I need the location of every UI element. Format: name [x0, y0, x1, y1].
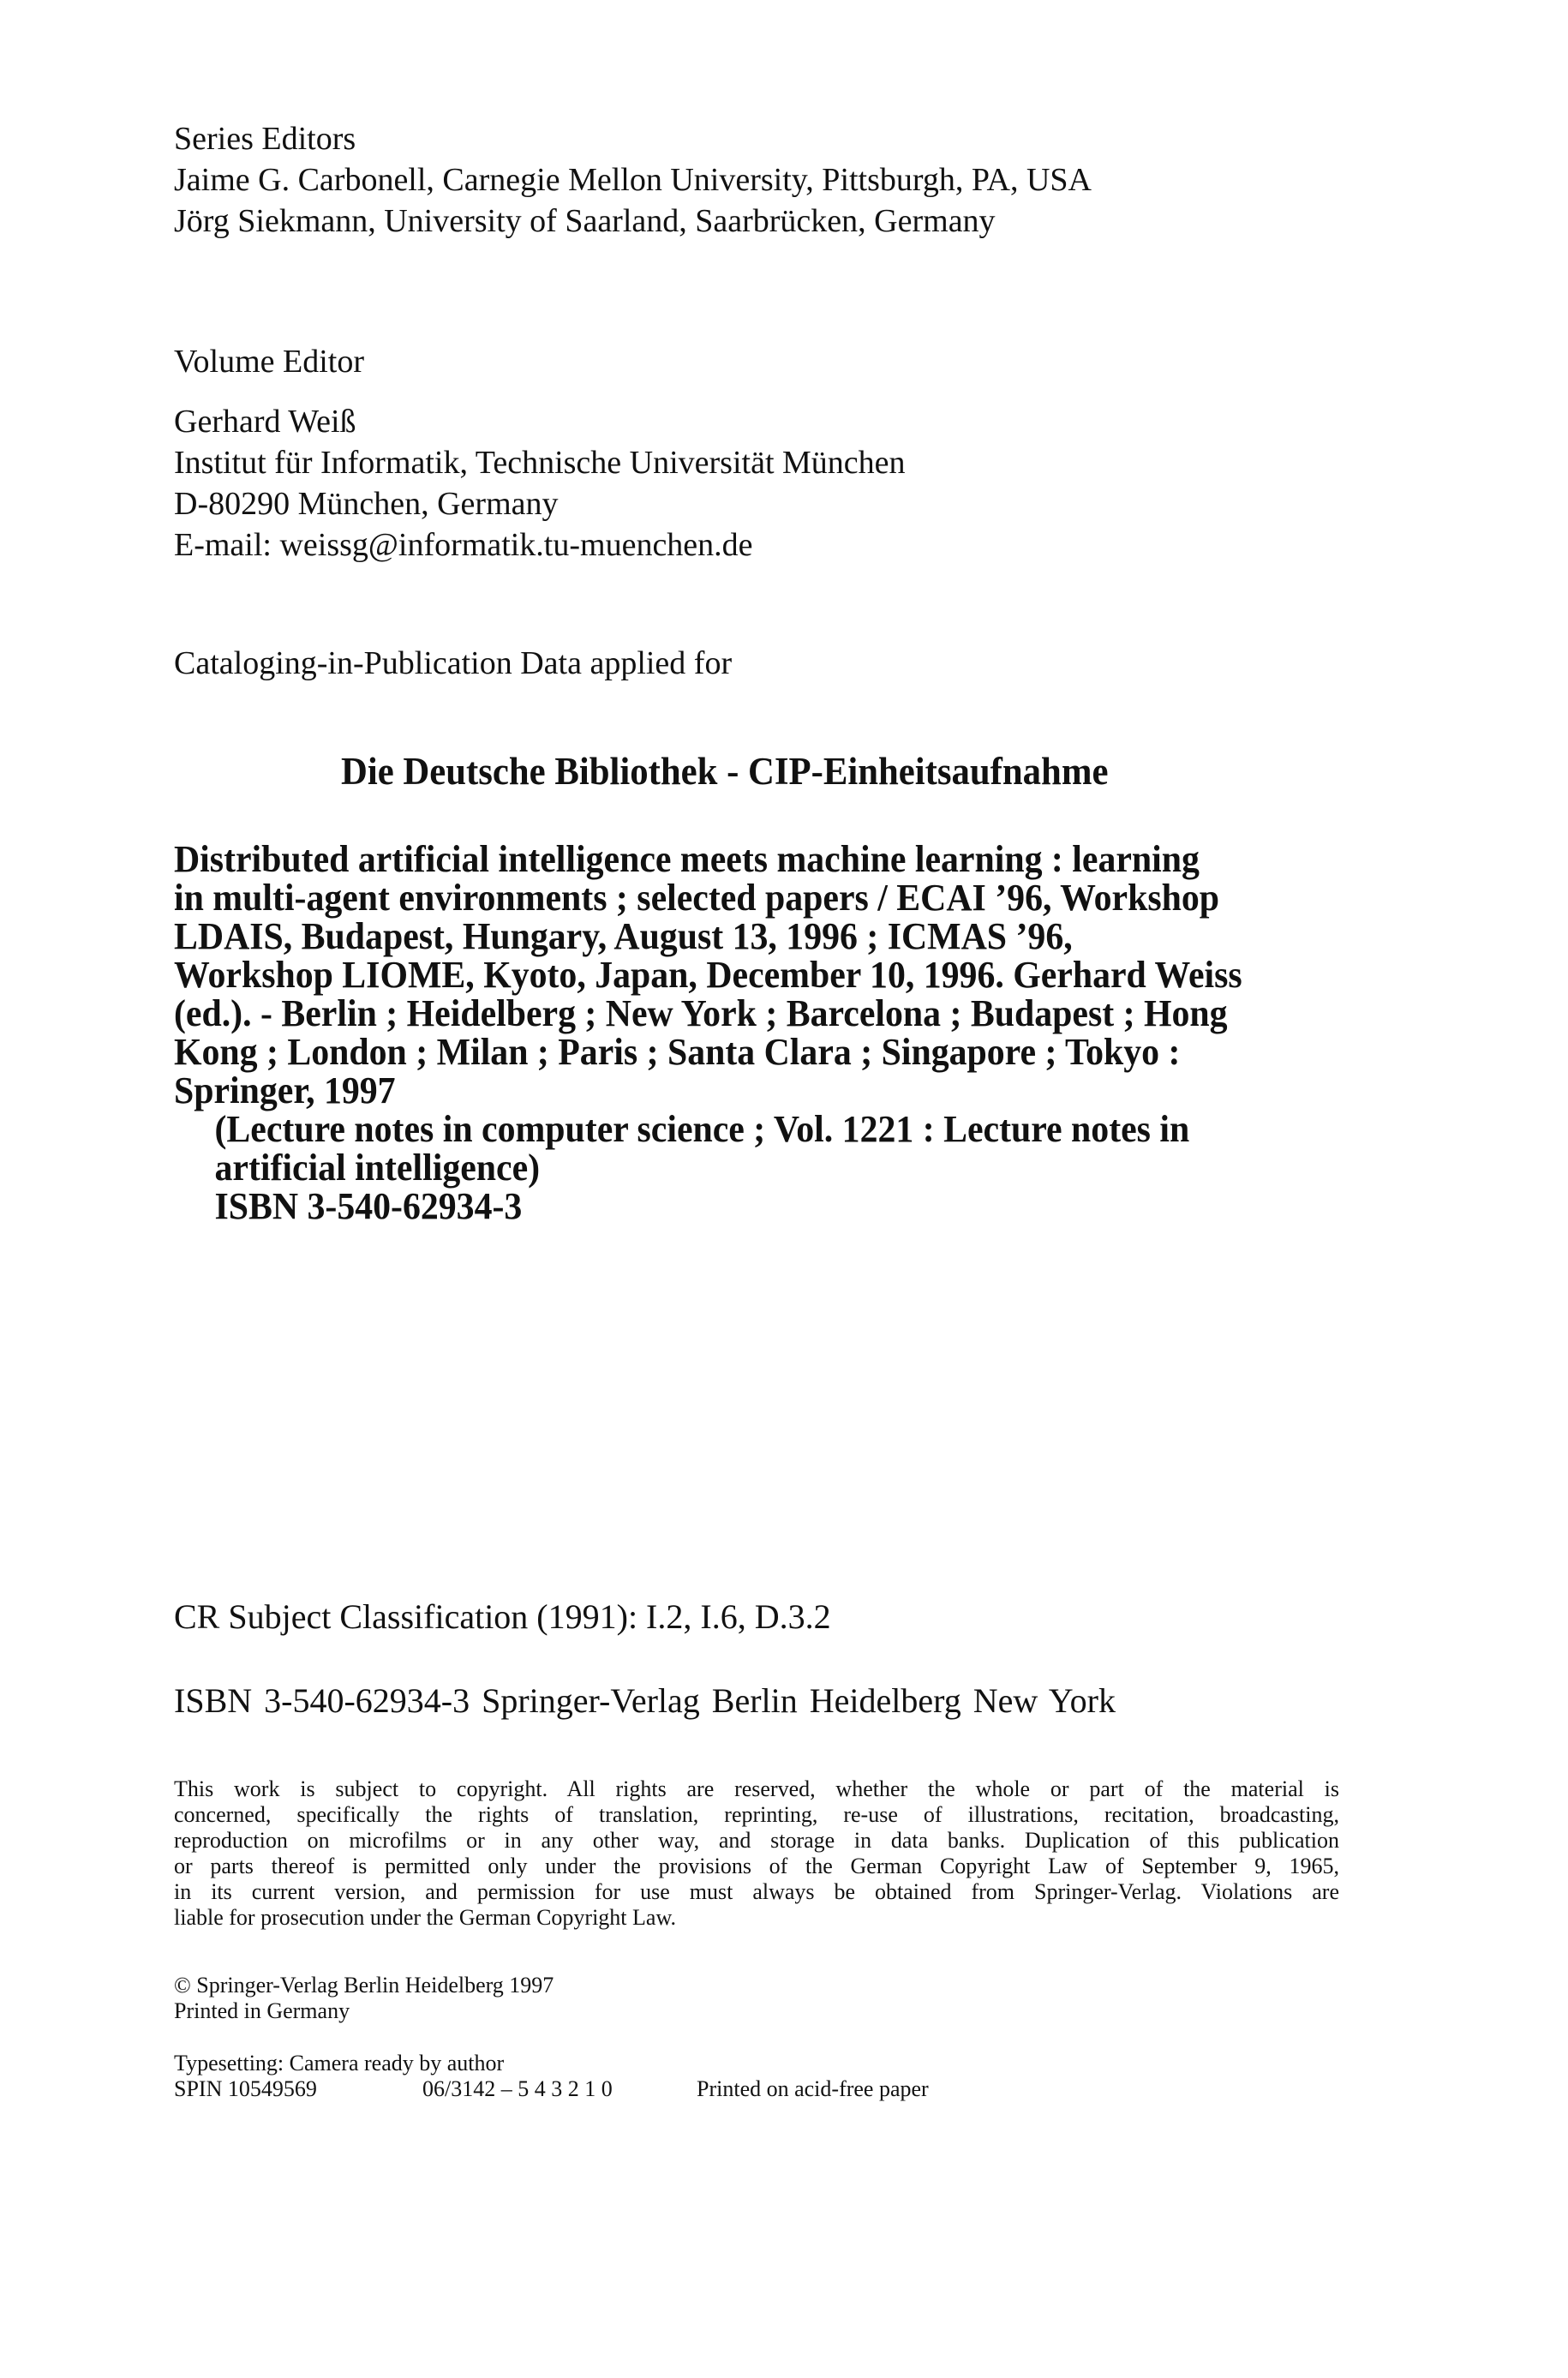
record-line-1: [174, 840, 1242, 878]
record-subtitle-start: : learning: [1042, 838, 1200, 880]
cr-classification: CR Subject Classification (1991): I.2, I.6, D.3.2: [174, 1597, 831, 1636]
imprint-printed: Printed in Germany: [174, 1998, 350, 2023]
series-editors-block: [174, 118, 1092, 242]
series-editor-1: Jaime G. Carbonell, Carnegie Mellon University, Pittsburgh, PA, USA: [174, 162, 1092, 198]
record-line-2: in multi-agent environments ; selected papers / ECAI ’96, Workshop: [174, 877, 1219, 919]
print-code: 06/3142 – 5 4 3 2 1 0: [422, 2076, 613, 2101]
record-isbn: ISBN 3-540-62934-3: [214, 1185, 523, 1227]
isbn-publisher-line: ISBN 3-540-62934-3 Springer-Verlag Berlin Heidelberg New York: [174, 1681, 1116, 1720]
record-series-line-1: (Lecture notes in computer science ; Vol. 1221 : Lecture notes in: [214, 1108, 1190, 1150]
copyright-line-2: concerned, specifically the rights of translation, reprinting, re-use of illustrations, recitation, broadcasting,: [174, 1802, 1339, 1827]
series-editors-heading: Series Editors: [174, 121, 356, 157]
record-line-5: (ed.). - Berlin ; Heidelberg ; New York ; Barcelona ; Budapest ; Hong: [174, 992, 1228, 1034]
volume-editor-name: Gerhard Weiß: [174, 404, 356, 440]
dnb-heading: Die Deutsche Bibliothek - CIP-Einheitsaufnahme: [341, 750, 1109, 793]
volume-editor-heading-block: [174, 341, 364, 382]
catalog-record: [174, 840, 1242, 1225]
record-series-line-2: artificial intelligence): [214, 1147, 541, 1189]
volume-editor-address: [174, 401, 906, 566]
copyright-line-4: or parts thereof is permitted only under the provisions of the German Copyright Law of September 9, 1965,: [174, 1854, 1339, 1878]
record-line-7: Springer, 1997: [174, 1069, 396, 1111]
volume-editor-institute: Institut für Informatik, Technische Universität München: [174, 445, 906, 481]
volume-editor-email: E-mail: weissg@informatik.tu-muenchen.de: [174, 527, 753, 563]
copyright-line-6: liable for prosecution under the German Copyright Law.: [174, 1905, 677, 1930]
cip-note: Cataloging-in-Publication Data applied for: [174, 645, 733, 681]
copyright-line-3: reproduction on microfilms or in any other way, and storage in data banks. Duplication of this publication: [174, 1828, 1339, 1853]
typesetting-block: [174, 2051, 929, 2102]
volume-editor-city: D-80290 München, Germany: [174, 486, 559, 522]
spin-row: [174, 2076, 929, 2102]
copyright-line-5: in its current version, and permission for use must always be obtained from Springer-Verlag. Violations are: [174, 1879, 1339, 1904]
imprint-copyright: © Springer-Verlag Berlin Heidelberg 1997: [174, 1973, 554, 1998]
record-line-3: LDAIS, Budapest, Hungary, August 13, 1996 ; ICMAS ’96,: [174, 915, 1073, 957]
volume-editor-heading: Volume Editor: [174, 344, 365, 380]
record-line-4: Workshop LIOME, Kyoto, Japan, December 10, 1996. Gerhard Weiss: [174, 954, 1242, 996]
series-editor-2: Jörg Siekmann, University of Saarland, Saarbrücken, Germany: [174, 203, 996, 239]
copyright-notice: [174, 1776, 1339, 1931]
typesetting-label: Typesetting: Camera ready by author: [174, 2051, 505, 2076]
record-line-6: Kong ; London ; Milan ; Paris ; Santa Clara ; Singapore ; Tokyo :: [174, 1031, 1181, 1073]
spin-number: SPIN 10549569: [174, 2076, 317, 2101]
paper-note: Printed on acid-free paper: [697, 2076, 929, 2101]
copyright-line-1: This work is subject to copyright. All rights are reserved, whether the whole or part of the material is: [174, 1776, 1339, 1801]
record-title: Distributed artificial intelligence meets machine learning: [174, 838, 1043, 880]
imprint-block: [174, 1973, 554, 2024]
